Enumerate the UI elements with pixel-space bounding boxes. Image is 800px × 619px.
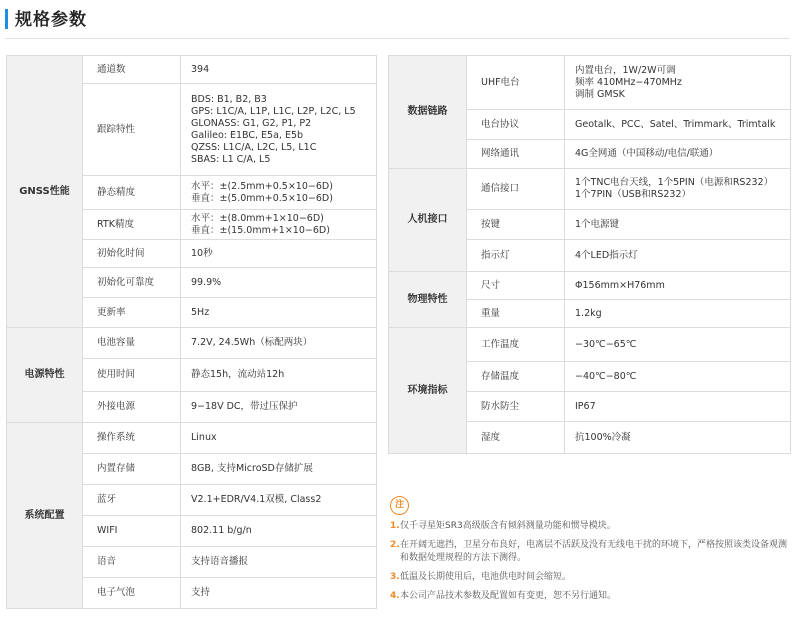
spec-key: 重量 <box>467 300 565 328</box>
spec-key: 指示灯 <box>467 240 565 272</box>
spec-key: 初始化可靠度 <box>83 268 181 298</box>
spec-value-cell <box>565 110 791 140</box>
spec-value-cell <box>565 392 791 422</box>
category-label: GNSS性能 <box>7 56 83 328</box>
spec-key: 电台协议 <box>467 110 565 140</box>
spec-table-left <box>6 55 377 609</box>
spec-row <box>389 169 791 210</box>
category-label: 数据链路 <box>389 56 467 169</box>
notes-list <box>390 520 795 609</box>
spec-value-cell <box>181 485 377 516</box>
spec-value: 1个电源键 <box>575 218 620 230</box>
note-icon: 注 <box>390 496 409 515</box>
spec-value: 4个LED指示灯 <box>575 249 638 261</box>
spec-key: 存储温度 <box>467 362 565 392</box>
spec-key: 静态精度 <box>83 176 181 210</box>
spec-value-cell <box>181 392 377 423</box>
spec-value: 394 <box>191 63 210 75</box>
spec-key: 初始化时间 <box>83 240 181 268</box>
spec-table-right <box>388 55 791 454</box>
spec-value-cell <box>181 516 377 547</box>
note-number: 2. <box>390 540 400 550</box>
category-label: 环境指标 <box>389 328 467 454</box>
spec-value: 10秒 <box>191 247 213 259</box>
spec-value-cell <box>181 423 377 454</box>
category-label: 系统配置 <box>7 423 83 609</box>
spec-value: 静态15h，流动站12h <box>191 369 285 380</box>
spec-value: 8GB, 支持MicroSD存储扩展 <box>191 463 313 474</box>
note-text: 在开阔无遮挡，卫星分布良好，电离层不活跃及没有无线电干扰的环境下，严格按照该类设备观测和数据处理规程的方法下测得。 <box>400 540 788 563</box>
spec-key: RTK精度 <box>83 210 181 240</box>
spec-value-cell <box>565 328 791 362</box>
spec-value-cell <box>181 84 377 176</box>
title-accent-bar <box>5 9 8 29</box>
spec-value-cell <box>181 240 377 268</box>
spec-value-cell <box>565 362 791 392</box>
category-label: 电源特性 <box>7 328 83 423</box>
spec-value-cell <box>565 422 791 454</box>
spec-value-cell <box>181 210 377 240</box>
category-label: 人机接口 <box>389 169 467 272</box>
note-number: 3. <box>390 572 400 582</box>
spec-key: 更新率 <box>83 298 181 328</box>
spec-value: 4G全网通（中国移动/电信/联通） <box>575 148 719 159</box>
spec-key: 使用时间 <box>83 359 181 392</box>
spec-value: 内置电台，1W/2W可调 频率 410MHz−470MHz 调制 GMSK <box>575 64 682 100</box>
spec-value: 支持 <box>191 587 211 598</box>
spec-value-cell <box>565 56 791 110</box>
spec-key: 内置存储 <box>83 454 181 485</box>
note-text: 本公司产品技术参数及配置如有变更，恕不另行通知。 <box>400 591 617 601</box>
spec-value: 抗100%冷凝 <box>575 431 631 443</box>
spec-key: 外接电源 <box>83 392 181 423</box>
spec-key: 湿度 <box>467 422 565 454</box>
spec-value-cell <box>565 140 791 169</box>
note-number: 1. <box>390 521 400 531</box>
spec-key: WIFI <box>83 516 181 547</box>
spec-value-cell <box>181 56 377 84</box>
spec-value: 水平：±(8.0mm+1×10−6D) 垂直：±(15.0mm+1×10−6D) <box>191 212 330 236</box>
spec-key: 按键 <box>467 210 565 240</box>
spec-value: Linux <box>191 432 217 443</box>
spec-row <box>7 328 377 359</box>
note-text: 仅千寻星矩SR3高级版含有倾斜测量功能和惯导模块。 <box>400 521 616 531</box>
spec-row <box>389 272 791 300</box>
spec-key: 跟踪特性 <box>83 84 181 176</box>
spec-value-cell <box>181 298 377 328</box>
spec-value-cell <box>565 240 791 272</box>
note-item <box>390 571 795 584</box>
spec-key: 通道数 <box>83 56 181 84</box>
spec-value: 水平：±(2.5mm+0.5×10−6D) 垂直：±(5.0mm+0.5×10−6D) <box>191 180 333 204</box>
spec-value: 5Hz <box>191 306 210 318</box>
spec-value-cell <box>181 454 377 485</box>
spec-value: Φ156mm×H76mm <box>575 279 665 291</box>
spec-value: IP67 <box>575 400 596 412</box>
spec-value: BDS: B1, B2, B3 GPS: L1C/A, L1P, L1C, L2P, L2C, L5 GLONASS: G1, G2, P1, P2 Galileo: E1BC, E5a, E5b QZSS: L1C/A, L2C, L5, L1C SBAS: L1 C/A, L5 <box>191 93 356 165</box>
spec-row <box>389 56 791 110</box>
note-item <box>390 520 795 533</box>
spec-key: 网络通讯 <box>467 140 565 169</box>
spec-value: 1.2kg <box>575 307 602 319</box>
spec-key: 防水防尘 <box>467 392 565 422</box>
spec-value: 802.11 b/g/n <box>191 525 252 536</box>
spec-value-cell <box>181 268 377 298</box>
spec-row <box>389 328 791 362</box>
spec-key: 电子气泡 <box>83 578 181 609</box>
spec-value: Geotalk、PCC、Satel、Trimmark、Trimtalk <box>575 118 776 130</box>
section-header <box>0 0 800 40</box>
spec-value: −40℃−80℃ <box>575 370 637 382</box>
note-number: 4. <box>390 591 400 601</box>
spec-key: 蓝牙 <box>83 485 181 516</box>
page-title: 规格参数 <box>15 10 87 30</box>
spec-value: 7.2V, 24.5Wh（标配两块） <box>191 337 313 348</box>
spec-key: 尺寸 <box>467 272 565 300</box>
spec-value: 1个TNC电台天线，1个5PIN（电源和RS232） 1个7PIN（USB和RS232） <box>575 177 774 200</box>
spec-row <box>7 423 377 454</box>
spec-value: 9−18V DC，带过压保护 <box>191 401 298 412</box>
note-text: 低温及长期使用后，电池供电时间会缩短。 <box>400 572 572 582</box>
spec-value: −30℃−65℃ <box>575 338 637 350</box>
spec-value: V2.1+EDR/V4.1双模, Class2 <box>191 494 322 505</box>
spec-value-cell <box>565 169 791 210</box>
spec-value-cell <box>181 578 377 609</box>
spec-value: 支持语音播报 <box>191 556 249 567</box>
note-item <box>390 590 795 603</box>
spec-value-cell <box>565 272 791 300</box>
spec-key: 语音 <box>83 547 181 578</box>
spec-key: 操作系统 <box>83 423 181 454</box>
spec-value-cell <box>181 359 377 392</box>
spec-value: 99.9% <box>191 276 222 288</box>
spec-value-cell <box>181 176 377 210</box>
category-label: 物理特性 <box>389 272 467 328</box>
spec-key: 工作温度 <box>467 328 565 362</box>
spec-key: 通信接口 <box>467 169 565 210</box>
spec-value-cell <box>565 300 791 328</box>
spec-key: 电池容量 <box>83 328 181 359</box>
spec-value-cell <box>181 328 377 359</box>
title-divider <box>5 38 790 39</box>
spec-key: UHF电台 <box>467 56 565 110</box>
spec-value-cell <box>565 210 791 240</box>
spec-row <box>7 56 377 84</box>
note-item <box>390 539 795 565</box>
spec-value-cell <box>181 547 377 578</box>
